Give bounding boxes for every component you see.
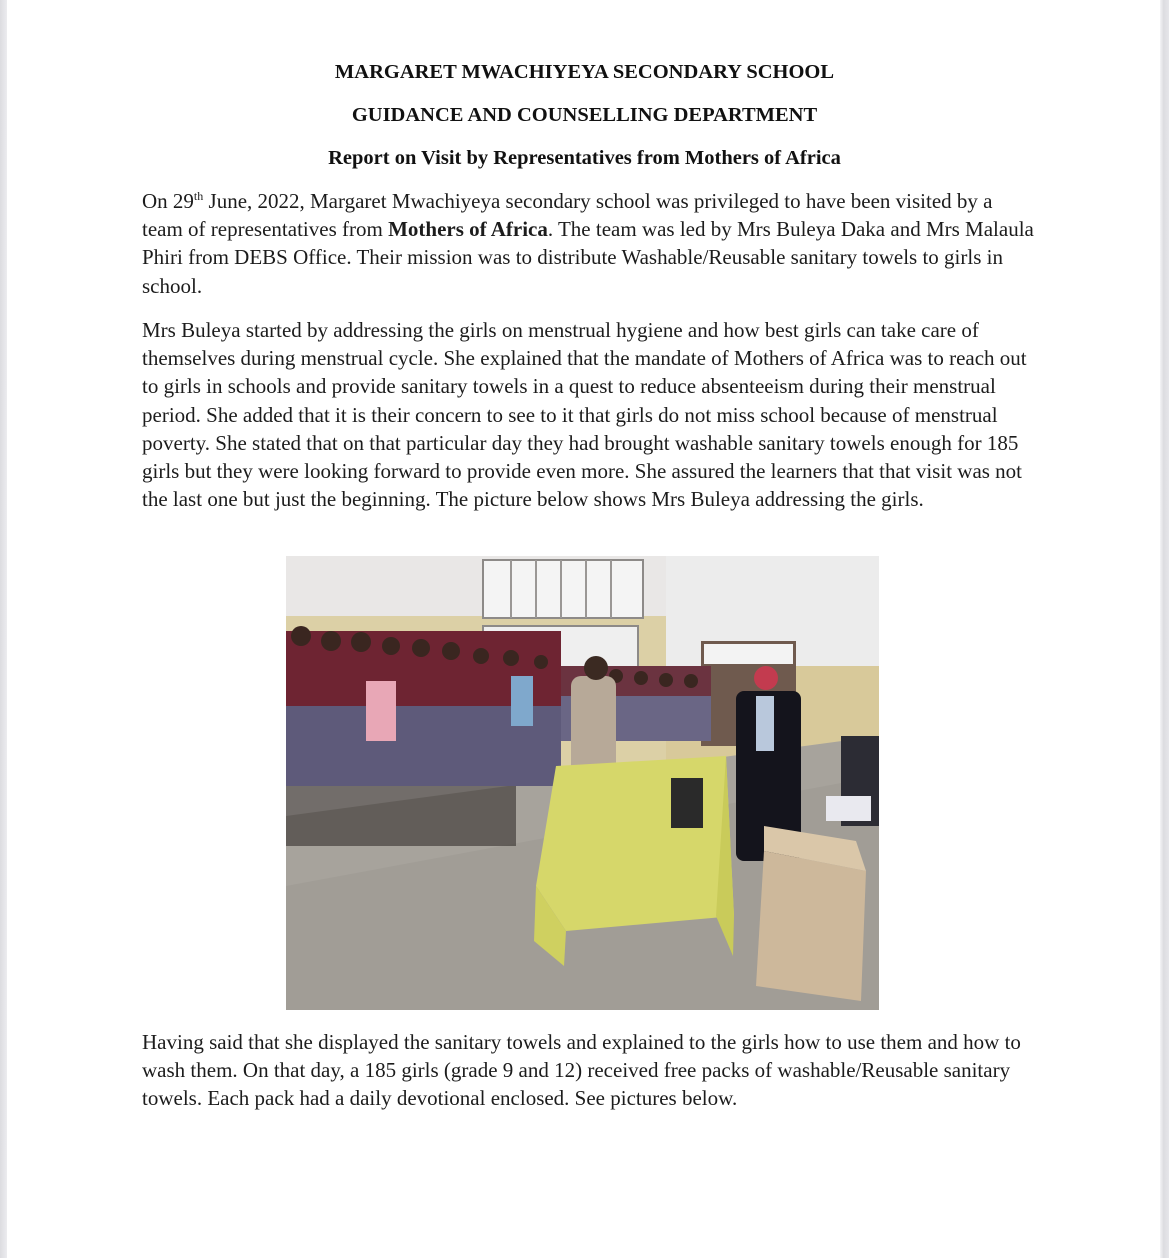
photo-window-top xyxy=(483,560,643,618)
address-paragraph: Mrs Buleya started by addressing the girls on menstrual hygiene and how best girls can take care of themselves during menstrual cycle. She explained that the mandate of Mothers of Africa was to reach out to girls in schools and provide sanitary towels in a quest to reduce absenteeism during their menstrual period. She added that it is their concern to see to it that girls do not miss school because of menstrual poverty. She stated that on that particular day they had brought washable sanitary towels enough for 185 girls but they were looking forward to provide even more. She assured the learners that that visit was not the last one but just the beginning. The picture below shows Mrs Buleya addressing the girls. xyxy=(142,318,1027,512)
photo-handbag xyxy=(671,778,703,828)
distribution-paragraph: Having said that she displayed the sanitary towels and explained to the girls how to use them and how to wash them. On that day, a 185 girls (grade 9 and 12) received free packs of washable/Reusable sanitary towels. Each pack had a daily devotional enclosed. See pictures below. xyxy=(142,1030,1021,1111)
page-edge-right xyxy=(1160,0,1169,1258)
school-name-heading: MARGARET MWACHIYEYA SECONDARY SCHOOL xyxy=(334,61,835,83)
page-edge-left xyxy=(0,0,7,1258)
date-ordinal: th xyxy=(193,189,204,203)
photo-table-cloth xyxy=(536,756,734,931)
intro-paragraph xyxy=(142,187,1037,300)
intro-part-b: . The team was led by Mrs Buleya Daka and Mrs Malaula Phiri from DEBS Office. Their mission was to distribute Washable/Reusable sanitary towels to girls in school. xyxy=(142,217,1034,298)
department-heading: GUIDANCE AND COUNSELLING DEPARTMENT xyxy=(351,104,818,126)
event-photo xyxy=(286,556,879,1010)
intro-part-a: June, 2022, Margaret Mwachiyeya secondary school was privileged to have been visited by a team of representatives from xyxy=(142,189,993,242)
intro-prefix: On 29 xyxy=(142,189,194,213)
report-title: Report on Visit by Representatives from Mothers of Africa xyxy=(328,147,841,169)
organization-name: Mothers of Africa xyxy=(388,217,548,242)
photo-cardboard-box xyxy=(756,851,866,1001)
